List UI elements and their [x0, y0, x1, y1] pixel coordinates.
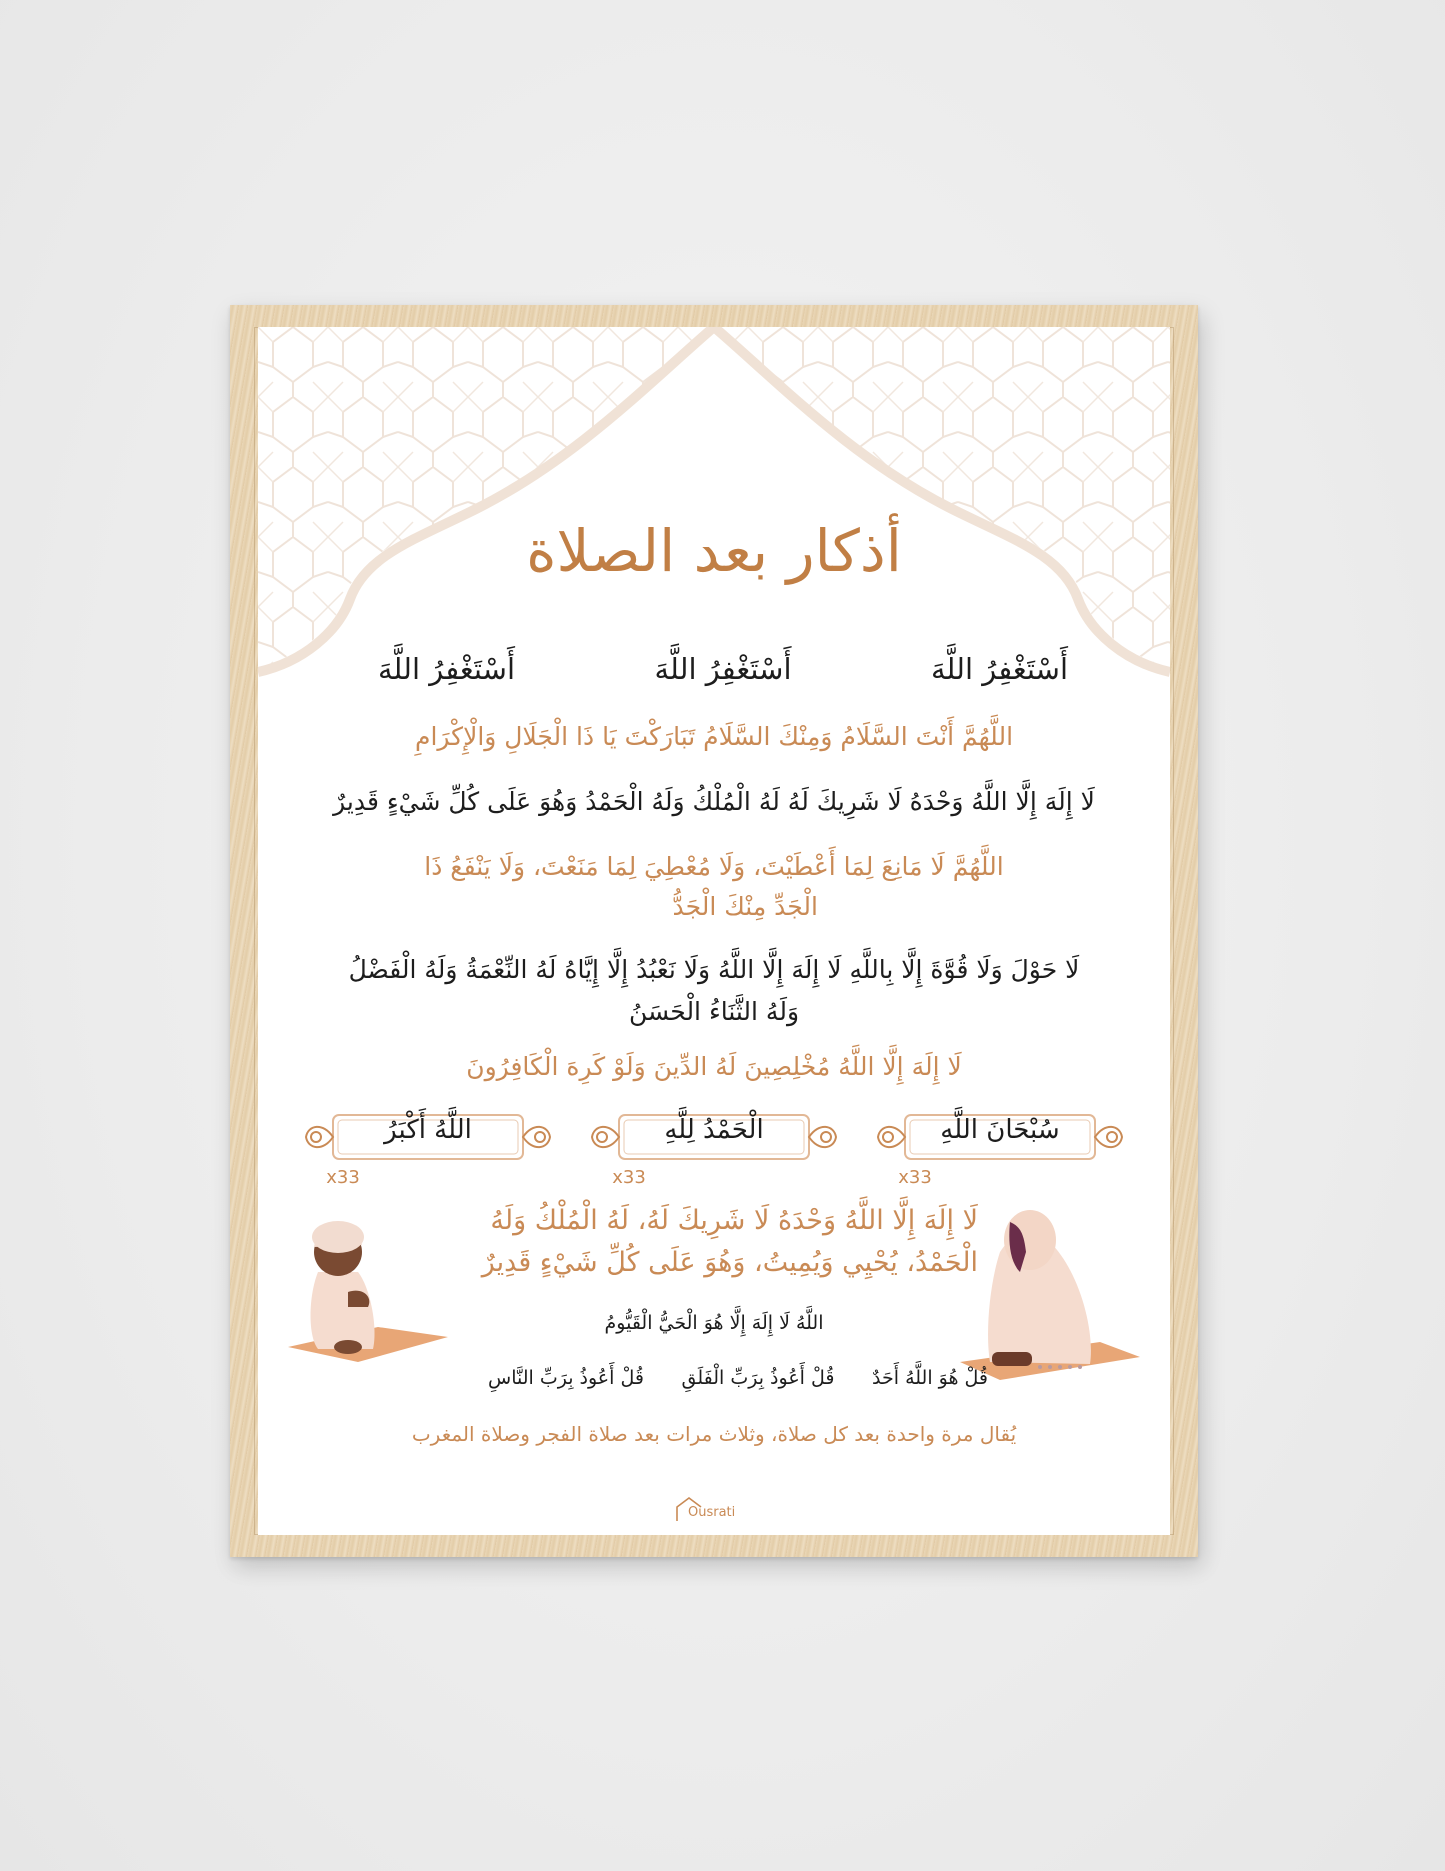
repetition-note: يُقال مرة واحدة بعد كل صلاة، وثلاث مرات بعد صلاة الفجر وصلاة المغرب: [411, 1422, 1017, 1446]
tasbih-text: اللَّهُ أَكْبَرُ: [384, 1115, 472, 1145]
page-title: أذكار بعد الصلاة: [526, 517, 902, 585]
dhikr-hawla-line2: وَلَهُ الثَّنَاءُ الْحَسَنُ: [628, 997, 800, 1026]
dhikr-tahlil-ten-line2: الْحَمْدُ، يُحْيِي وَيُمِيتُ، وَهُوَ عَلَى كُلِّ شَيْءٍ قَدِيرٌ: [481, 1247, 978, 1278]
dhikr-tahlil: لَا إِلَهَ إِلَّا اللَّهُ وَحْدَهُ لَا شَرِيكَ لَهُ لَهُ الْمُلْكُ وَلَهُ الْحَمْدُ وَهُوَ عَلَى كُلِّ شَيْءٍ قَدِيرٌ: [333, 787, 1095, 816]
surah-falaq: قُلْ أَعُوذُ بِرَبِّ الْفَلَقِ: [681, 1367, 835, 1389]
surah-ikhlas: قُلْ هُوَ اللَّهُ أَحَدٌ: [872, 1367, 988, 1389]
istighfar-row: [378, 652, 1068, 702]
istighfar-2: أَسْتَغْفِرُ اللَّهَ: [654, 652, 792, 686]
dhikr-mani-line2: الْجَدِّ مِنْكَ الْجَدُّ: [672, 892, 818, 921]
tasbih-alhamdulillah: [584, 1107, 844, 1197]
istighfar-3: أَسْتَغْفِرُ اللَّهَ: [378, 652, 516, 686]
tasbih-count: x33: [326, 1167, 360, 1188]
tasbih-allahuakbar: [298, 1107, 558, 1197]
tasbih-count: x33: [898, 1167, 932, 1188]
dhikr-mukhlisin: لَا إِلَهَ إِلَّا اللَّهُ مُخْلِصِينَ لَهُ الدِّينَ وَلَوْ كَرِهَ الْكَافِرُونَ: [466, 1052, 962, 1081]
brand-logo: [674, 1495, 754, 1525]
tasbih-count: x33: [612, 1167, 646, 1188]
dhikr-mani-line1: اللَّهُمَّ لَا مَانِعَ لِمَا أَعْطَيْتَ، وَلَا مُعْطِيَ لِمَا مَنَعْتَ، وَلَا يَنْفَعُ ذَا: [424, 852, 1004, 881]
surah-nas: قُلْ أَعُوذُ بِرَبِّ النَّاسِ: [488, 1367, 644, 1389]
ayat-al-kursi: اللَّهُ لَا إِلَهَ إِلَّا هُوَ الْحَيُّ الْقَيُّومُ: [604, 1312, 824, 1334]
tasbih-text: سُبْحَانَ اللَّهِ: [940, 1115, 1060, 1145]
praying-boy-illustration: [278, 1197, 468, 1377]
dhikr-hawla-line1: لَا حَوْلَ وَلَا قُوَّةَ إِلَّا بِاللَّهِ لَا إِلَهَ إِلَّا اللَّهُ وَلَا نَعْبُدُ إِلَّا إِيَّاهُ لَهُ النِّعْمَةُ وَلَهُ الْفَضْلُ: [348, 955, 1080, 984]
brand-name: Ousrati: [688, 1505, 736, 1520]
poster: [258, 327, 1170, 1535]
dhikr-salam: اللَّهُمَّ أَنْتَ السَّلَامُ وَمِنْكَ السَّلَامُ تَبَارَكْتَ يَا ذَا الْجَلَالِ وَالْإِكْرَامِ: [414, 722, 1014, 751]
tasbih-text: الْحَمْدُ لِلَّهِ: [664, 1115, 764, 1145]
istighfar-1: أَسْتَغْفِرُ اللَّهَ: [930, 652, 1068, 686]
dhikr-tahlil-ten-line1: لَا إِلَهَ إِلَّا اللَّهُ وَحْدَهُ لَا شَرِيكَ لَهُ، لَهُ الْمُلْكُ وَلَهُ: [490, 1205, 978, 1236]
tasbih-subhanallah: [870, 1107, 1130, 1197]
surah-row: [488, 1367, 988, 1389]
